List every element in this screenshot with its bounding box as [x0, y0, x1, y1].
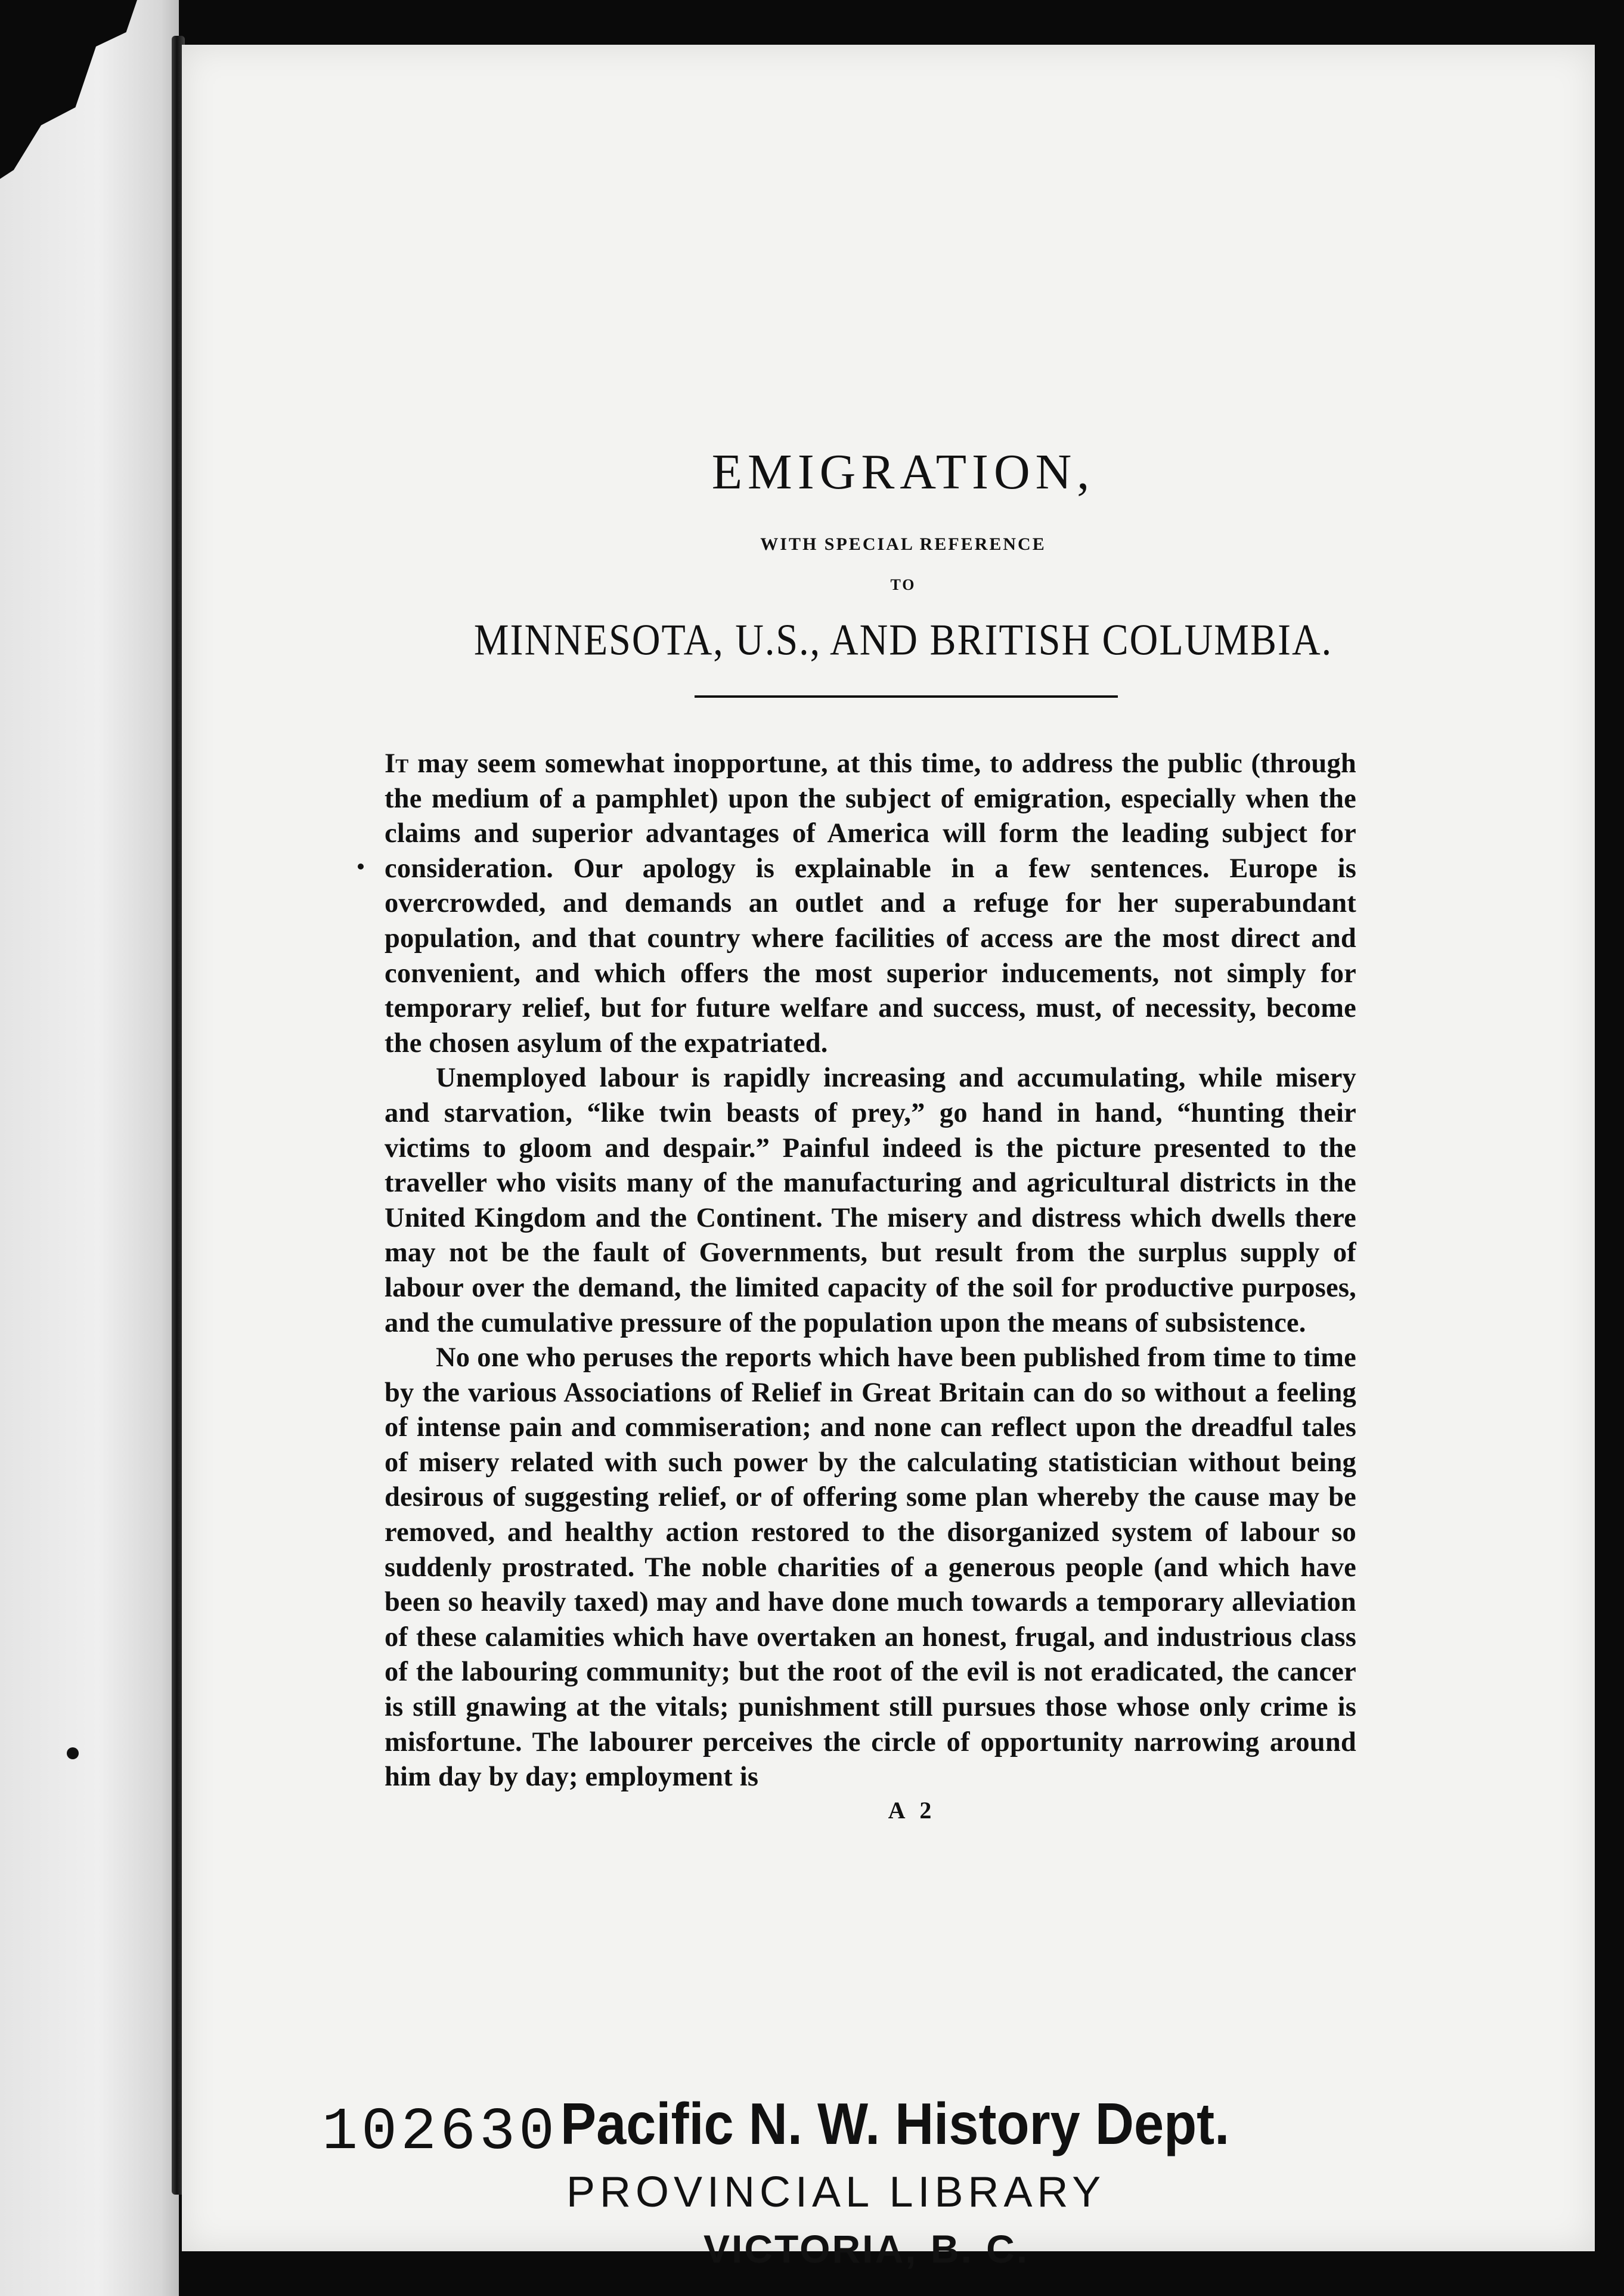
stamp-location: VICTORIA, B. C. [703, 2227, 1030, 2271]
page-signature: A 2 [888, 1796, 937, 1824]
stamp-library: PROVINCIAL LIBRARY [566, 2168, 1106, 2216]
paragraph-2 [385, 1061, 1356, 1341]
paragraph-1-lead: It [385, 748, 409, 779]
paragraph-3-text: No one who peruses the reports which have been published from time to time by the various Associations of Relief in Great Britain can do so without a feeling of intense pain and commiseration; and none can reflect upon the dreadful tales of misery related with such power by the calculating statistician without being desirous of suggesting relief, or of offering some plan whereby the cause may be removed, and healthy action restored to the disorganized system of labour so suddenly prostrated. The noble charities of a generous people (and which have been so heavily taxed) may and have done much towards a temporary alleviation of these calamities which have overtaken an honest, frugal, and industrious class of the labouring community; but the root of the evil is not eradicated, the cancer is still gnawing at the vitals; punishment still pursues those whose only crime is misfortune. The labourer perceives the circle of opportunity narrowing around him day by day; employment is [385, 1342, 1356, 1793]
document-page [182, 45, 1595, 2251]
document-subtitle: WITH SPECIAL REFERENCE [760, 534, 1046, 554]
previous-leaf-edge [0, 0, 179, 2296]
document-title: EMIGRATION, [711, 444, 1095, 500]
paragraph-1 [385, 747, 1356, 1061]
paragraph-3 [385, 1341, 1356, 1795]
page-content [385, 444, 1356, 1824]
paragraph-1-text: may seem somewhat inopportune, at this time, to address the public (through the medium of a pamphlet) upon the subject of emigration, especially when the claims and superior advantages of America will form the leading subject for consideration. Our apology is explainable in a few sentences. Europe is overcrowded, and demands an outlet and a refuge for her superabundant population, and that country where facilities of access are the most direct and convenient, and which offers the most superior inducements, not simply for temporary relief, but for future welfare and success, must, of necessity, become the chosen asylum of the expatriated. [385, 748, 1356, 1059]
torn-corner [0, 0, 137, 179]
document-subtitle-to: TO [890, 576, 916, 593]
body-text [385, 747, 1356, 1795]
page-speck [67, 1747, 79, 1759]
document-region-heading: MINNESOTA, U.S., AND BRITISH COLUMBIA. [473, 615, 1333, 665]
title-divider [695, 695, 1118, 698]
paragraph-2-text: Unemployed labour is rapidly increasing and accumulating, while misery and starvation, “like twin beasts of prey,” go hand in hand, “hunting their victims to gloom and despair.” Painful indeed is the picture presented to the traveller who visits many of the manufacturing and agricultural districts in the United Kingdom and the Continent. The misery and distress which dwells there may not be the fault of Governments, but result from the surplus supply of labour over the demand, the limited capacity of the soil for productive purposes, and the cumulative pressure of the population upon the means of subsistence. [385, 1063, 1356, 1338]
page-speck [358, 864, 364, 869]
stamp-department: Pacific N. W. History Dept. [560, 2091, 1230, 2156]
stamp-accession-number: 102630 [322, 2099, 559, 2167]
